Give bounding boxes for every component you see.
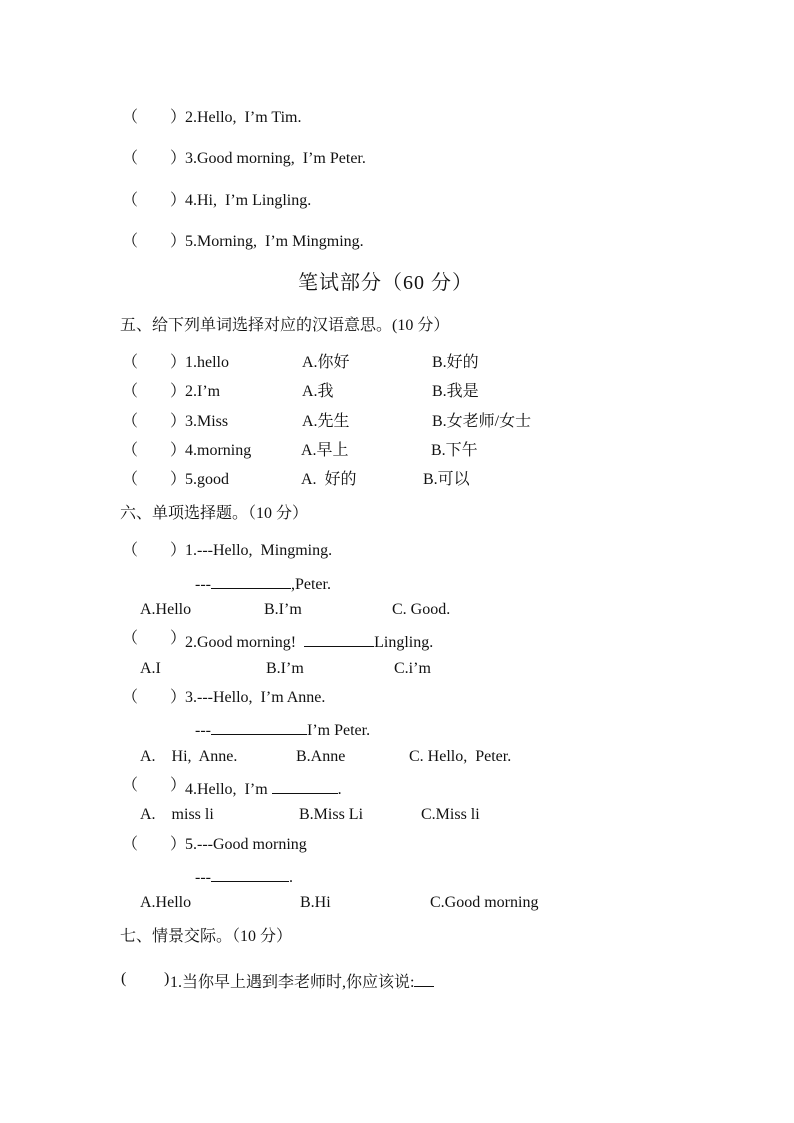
option-a: A. miss li	[140, 806, 214, 823]
section-heading: 六、单项选择题。（10 分）	[120, 505, 309, 522]
answer-paren-open[interactable]: (	[121, 970, 127, 987]
option-a: A.你好	[302, 354, 350, 371]
question-text	[170, 971, 434, 991]
option-a: A.早上	[301, 442, 349, 459]
word: 5.good	[185, 471, 229, 488]
question-text: 3.---Hello, I’m Anne.	[185, 689, 326, 706]
question-text: 1.---Hello, Mingming.	[185, 542, 333, 559]
question-text: 4.Hi, I’m Lingling.	[185, 192, 312, 209]
answer-paren[interactable]: （ ）	[122, 233, 187, 250]
option-b: B.可以	[423, 471, 470, 488]
option-b: B.下午	[431, 442, 478, 459]
answer-blank[interactable]	[211, 866, 289, 882]
answer-line	[195, 573, 331, 593]
option-a: A.我	[302, 383, 334, 400]
answer-paren[interactable]: （ ）	[122, 192, 187, 209]
option-a: A.Hello	[140, 601, 192, 618]
answer-paren[interactable]: （ ）	[122, 777, 187, 794]
word: 1.hello	[185, 354, 229, 371]
question-prefix: 4.Hello, I’m	[185, 781, 272, 798]
option-b: B.女老师/女士	[432, 413, 532, 430]
option-c: C.Miss li	[421, 806, 480, 823]
answer-paren[interactable]: （ ）	[122, 630, 187, 647]
question-text: 2.Hello, I’m Tim.	[185, 109, 302, 126]
option-a: A.先生	[302, 413, 350, 430]
answer-paren[interactable]: （ ）	[122, 471, 187, 488]
option-b: B.Miss Li	[299, 806, 364, 823]
option-b: B.好的	[432, 354, 479, 371]
option-a: A. Hi, Anne.	[140, 748, 238, 765]
answer-line	[195, 719, 370, 739]
section-heading: 七、情景交际。（10 分）	[120, 928, 293, 945]
dash-suffix: I’m Peter.	[306, 722, 371, 739]
option-b: B.Anne	[296, 748, 346, 765]
option-b: B.我是	[432, 383, 479, 400]
section-title: 笔试部分（60 分）	[298, 272, 473, 294]
answer-blank[interactable]	[414, 971, 434, 987]
answer-paren[interactable]: （ ）	[122, 836, 187, 853]
question-suffix: Lingling.	[374, 634, 434, 651]
answer-paren[interactable]: （ ）	[122, 542, 187, 559]
answer-blank[interactable]	[211, 719, 307, 735]
option-b: B.I’m	[264, 601, 302, 618]
question-suffix: .	[337, 781, 342, 798]
answer-line	[195, 866, 293, 886]
answer-paren[interactable]: （ ）	[122, 150, 187, 167]
option-c: C. Good.	[392, 601, 451, 618]
option-a: A.I	[140, 660, 161, 677]
question-prefix: 2.Good morning!	[185, 634, 305, 651]
answer-paren[interactable]: （ ）	[122, 689, 187, 706]
dash-suffix: .	[288, 869, 293, 886]
answer-paren[interactable]: （ ）	[122, 442, 187, 459]
option-b: B.Hi	[300, 894, 331, 911]
answer-paren[interactable]: （ ）	[122, 354, 187, 371]
section-heading: 五、给下列单词选择对应的汉语意思。(10 分）	[120, 317, 450, 334]
answer-paren[interactable]: （ ）	[122, 109, 187, 126]
question-text: 5.Morning, I’m Mingming.	[185, 233, 364, 250]
option-c: C.i’m	[394, 660, 431, 677]
word: 2.I’m	[185, 383, 221, 400]
option-a: A.Hello	[140, 894, 192, 911]
question-prompt: 1.当你早上遇到李老师时,你应该说:	[170, 974, 415, 991]
question-text	[185, 631, 433, 651]
option-c: C. Hello, Peter.	[409, 748, 512, 765]
dash-prefix: ---	[195, 869, 211, 886]
option-b: B.I’m	[266, 660, 304, 677]
question-text: 5.---Good morning	[185, 836, 307, 853]
dash-prefix: ---	[195, 722, 211, 739]
question-text	[185, 778, 342, 798]
answer-paren-close[interactable]: )	[164, 970, 170, 987]
word: 3.Miss	[185, 413, 229, 430]
answer-blank[interactable]	[211, 573, 291, 589]
dash-suffix: ,Peter.	[290, 576, 331, 593]
answer-blank[interactable]	[304, 631, 374, 647]
answer-paren[interactable]: （ ）	[122, 413, 187, 430]
dash-prefix: ---	[195, 576, 211, 593]
option-a: A. 好的	[301, 471, 357, 488]
option-c: C.Good morning	[430, 894, 539, 911]
answer-blank[interactable]	[272, 778, 338, 794]
answer-paren[interactable]: （ ）	[122, 383, 187, 400]
word: 4.morning	[185, 442, 252, 459]
question-text: 3.Good morning, I’m Peter.	[185, 150, 366, 167]
